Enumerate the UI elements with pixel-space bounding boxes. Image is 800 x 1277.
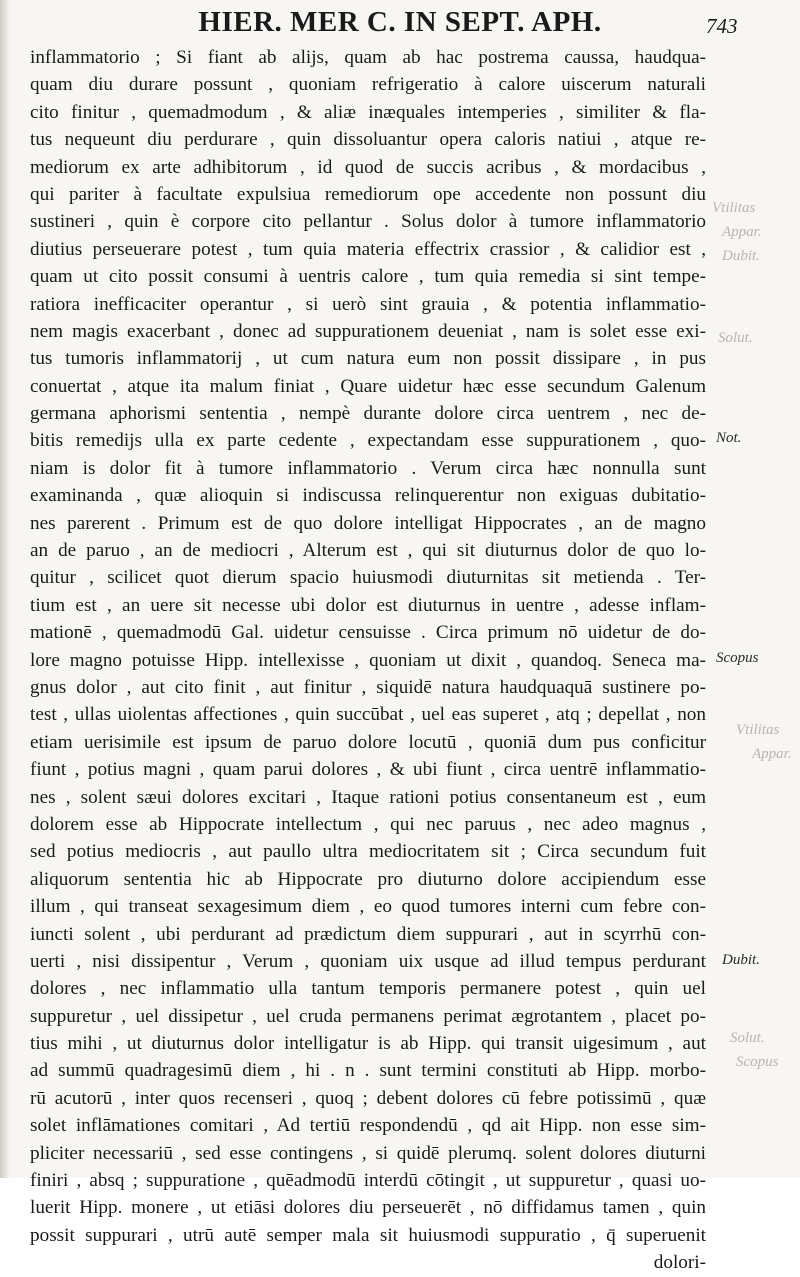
- text-line: mationē , quemadmodū Gal. uidetur censuisse . Circa primum nō uidetur de do-: [30, 622, 706, 644]
- text-line: aliquorum sententia hic ab Hippocrate pro diuturno dolore accipiendum esse: [30, 868, 706, 890]
- text-line: rū acutorū , inter quos recenseri , quoq ; debent dolores cū febre potissimū , quæ: [30, 1087, 706, 1109]
- text-line: qui pariter à facultate expulsiua remediorum ope accedente non possunt diu: [30, 183, 706, 205]
- text-line: sustineri , quin è corpore cito pellantur . Solus dolor à tumore inflammatorio: [30, 211, 706, 233]
- margin-note-faint: Solut.: [718, 330, 753, 346]
- text-line: ad summū quadragesimū diem , hi . n . sunt termini constituti ab Hipp. morbo-: [30, 1060, 706, 1082]
- text-line: tus nequeunt diu perdurare , quin dissoluantur opera caloris natiui , atque re-: [30, 129, 706, 151]
- text-line: diutius perseuerare potest , tum quia materia effectrix crassior , & calidior est ,: [30, 238, 706, 260]
- catchword: dolori-: [653, 1252, 706, 1274]
- text-line: cito finitur , quemadmodum , & aliæ inæquales intemperies , similiter & fla-: [30, 101, 706, 123]
- text-line: tius mihi , ut diuturnus dolor intelligatur is ab Hipp. qui transit uigesimum , aut: [30, 1033, 706, 1055]
- text-line: niam is dolor fit à tumore inflammatorio . Verum circa hæc nonnulla sunt: [30, 457, 706, 479]
- body-text: [30, 44, 706, 1277]
- text-line: etiam uerisimile est ipsum de paruo dolore locutū , quoniā dum pus conficitur: [30, 731, 706, 753]
- text-line: dolores , nec inflammatio ulla tantum temporis permanere potest , quin uel: [30, 978, 706, 1000]
- text-line: nes parerent . Primum est de quo dolore intelligat Hippocrates , an de magno: [30, 512, 706, 534]
- text-line: dolorem esse ab Hippocrate intellectum , qui nec paruus , nec adeo magnus ,: [30, 813, 706, 835]
- text-line: lore magno potuisse Hipp. intellexisse , quoniam ut dixit , quandoq. Seneca ma-: [30, 649, 706, 671]
- margin-note-faint: Appar.: [752, 746, 792, 762]
- margin-note-not: Not.: [716, 430, 742, 446]
- text-line: fiunt , potius magni , quam parui dolores , & ubi fiunt , circa uentrē inflammatio-: [30, 759, 706, 781]
- text-line: ratiora inefficaciter operantur , si uerò sint grauia , & potentia inflammatio-: [30, 293, 706, 315]
- text-line: pliciter necessariū , sed esse contingens , si quidē plerumq. solent dolores diuturni: [30, 1142, 706, 1164]
- text-line: suppuretur , uel dissipetur , uel cruda permanens perimat ægrotantem , placet po-: [30, 1005, 706, 1027]
- text-line: test , ullas uiolentas affectiones , quin succūbat , uel eas superet , atq ; depellat , non: [30, 704, 706, 726]
- text-line: bitis remedijs ulla ex parte cedente , expectandam esse suppurationem , quo-: [30, 430, 706, 452]
- margin-note-dubit: Dubit.: [722, 952, 760, 968]
- text-line: quam ut cito possit consumi à uentris calore , tum quia remedia si sint tempe-: [30, 266, 706, 288]
- text-line: sed potius mediocris , aut paullo ultra mediocritatem sit ; Circa secundum fuit: [30, 841, 706, 863]
- text-line: illum , qui transeat sexagesimum diem , eo quod tumores interni cum febre con-: [30, 896, 706, 918]
- binding-shadow: [0, 0, 10, 1178]
- margin-note-faint: Appar.: [722, 224, 762, 240]
- text-line: tus tumoris inflammatorij , ut cum natura eum non possit dissipare , in pus: [30, 348, 706, 370]
- text-line: nes , solent sæui dolores excitari , Itaque rationi potius consentaneum est , eum: [30, 786, 706, 808]
- margin-note-faint: Solut.: [730, 1030, 765, 1046]
- margin-note-faint: Dubit.: [722, 248, 760, 264]
- margin-note-faint: Vtilitas: [736, 722, 780, 738]
- text-line: gnus dolor , aut cito finit , aut finitur , siquidē natura haudquaquā sustinere po-: [30, 676, 706, 698]
- text-line: conuertat , atque ita malum finiat , Quare uidetur hæc esse secundum Galenum: [30, 375, 706, 397]
- text-line: mediorum ex arte adhibitorum , id quod de succis acribus , & mordacibus ,: [30, 156, 706, 178]
- running-head: HIER. MER C. IN SEPT. APH.: [198, 6, 602, 38]
- margin-note-faint: Scopus: [736, 1054, 779, 1070]
- text-line: finiri , absq ; suppuratione , quēadmodū interdū cōtingit , ut suppuretur , quasi uo-: [30, 1170, 706, 1192]
- text-line: an de paruo , an de mediocri , Alterum est , qui sit diuturnus dolor de quo lo-: [30, 540, 706, 562]
- margin-note-scopus: Scopus: [716, 650, 759, 666]
- text-line: germana aphorismi sententia , nempè durante dolore circa uentrem , nec de-: [30, 403, 706, 425]
- text-line: luerit Hipp. monere , ut etiāsi dolores diu perseuerēt , nō diffidamus tamen , quin: [30, 1197, 706, 1219]
- text-line: inflammatorio ; Si fiant ab alijs, quam ab hac postrema caussa, haudqua-: [30, 47, 706, 68]
- text-line: solet inflāmationes comitari , Ad tertiū respondendū , qd ait Hipp. non esse sim-: [30, 1115, 706, 1137]
- text-line: uerti , nisi dissipentur , Verum , quoniam uix usque ad illud tempus perdurant: [30, 950, 706, 972]
- text-line: possit suppurari , utrū autē semper mala sit huiusmodi suppuratio , q̄ superuenit: [30, 1224, 706, 1246]
- text-line: iuncti solent , ubi perdurant ad prædictum diem suppurari , aut in scyrrhū con-: [30, 923, 706, 945]
- page-number: 743: [706, 14, 738, 38]
- text-line: tium est , an uere sit necesse ubi dolor est diuturnus in uentre , adesse inflam-: [30, 594, 706, 616]
- text-line: quam diu durare possunt , quoniam refrigeratio à calore uiscerum naturali: [30, 74, 706, 96]
- margin-note-faint: Vtilitas: [712, 200, 756, 216]
- text-line: nem magis exacerbant , donec ad suppurationem deueniat , nam is solet esse exi-: [30, 320, 706, 342]
- text-line: examinanda , quæ alioquin si indiscussa relinquerentur non exiguas dubitatio-: [30, 485, 706, 507]
- text-line: quitur , scilicet quot dierum spacio huiusmodi diuturnitas sit metienda . Ter-: [30, 567, 706, 589]
